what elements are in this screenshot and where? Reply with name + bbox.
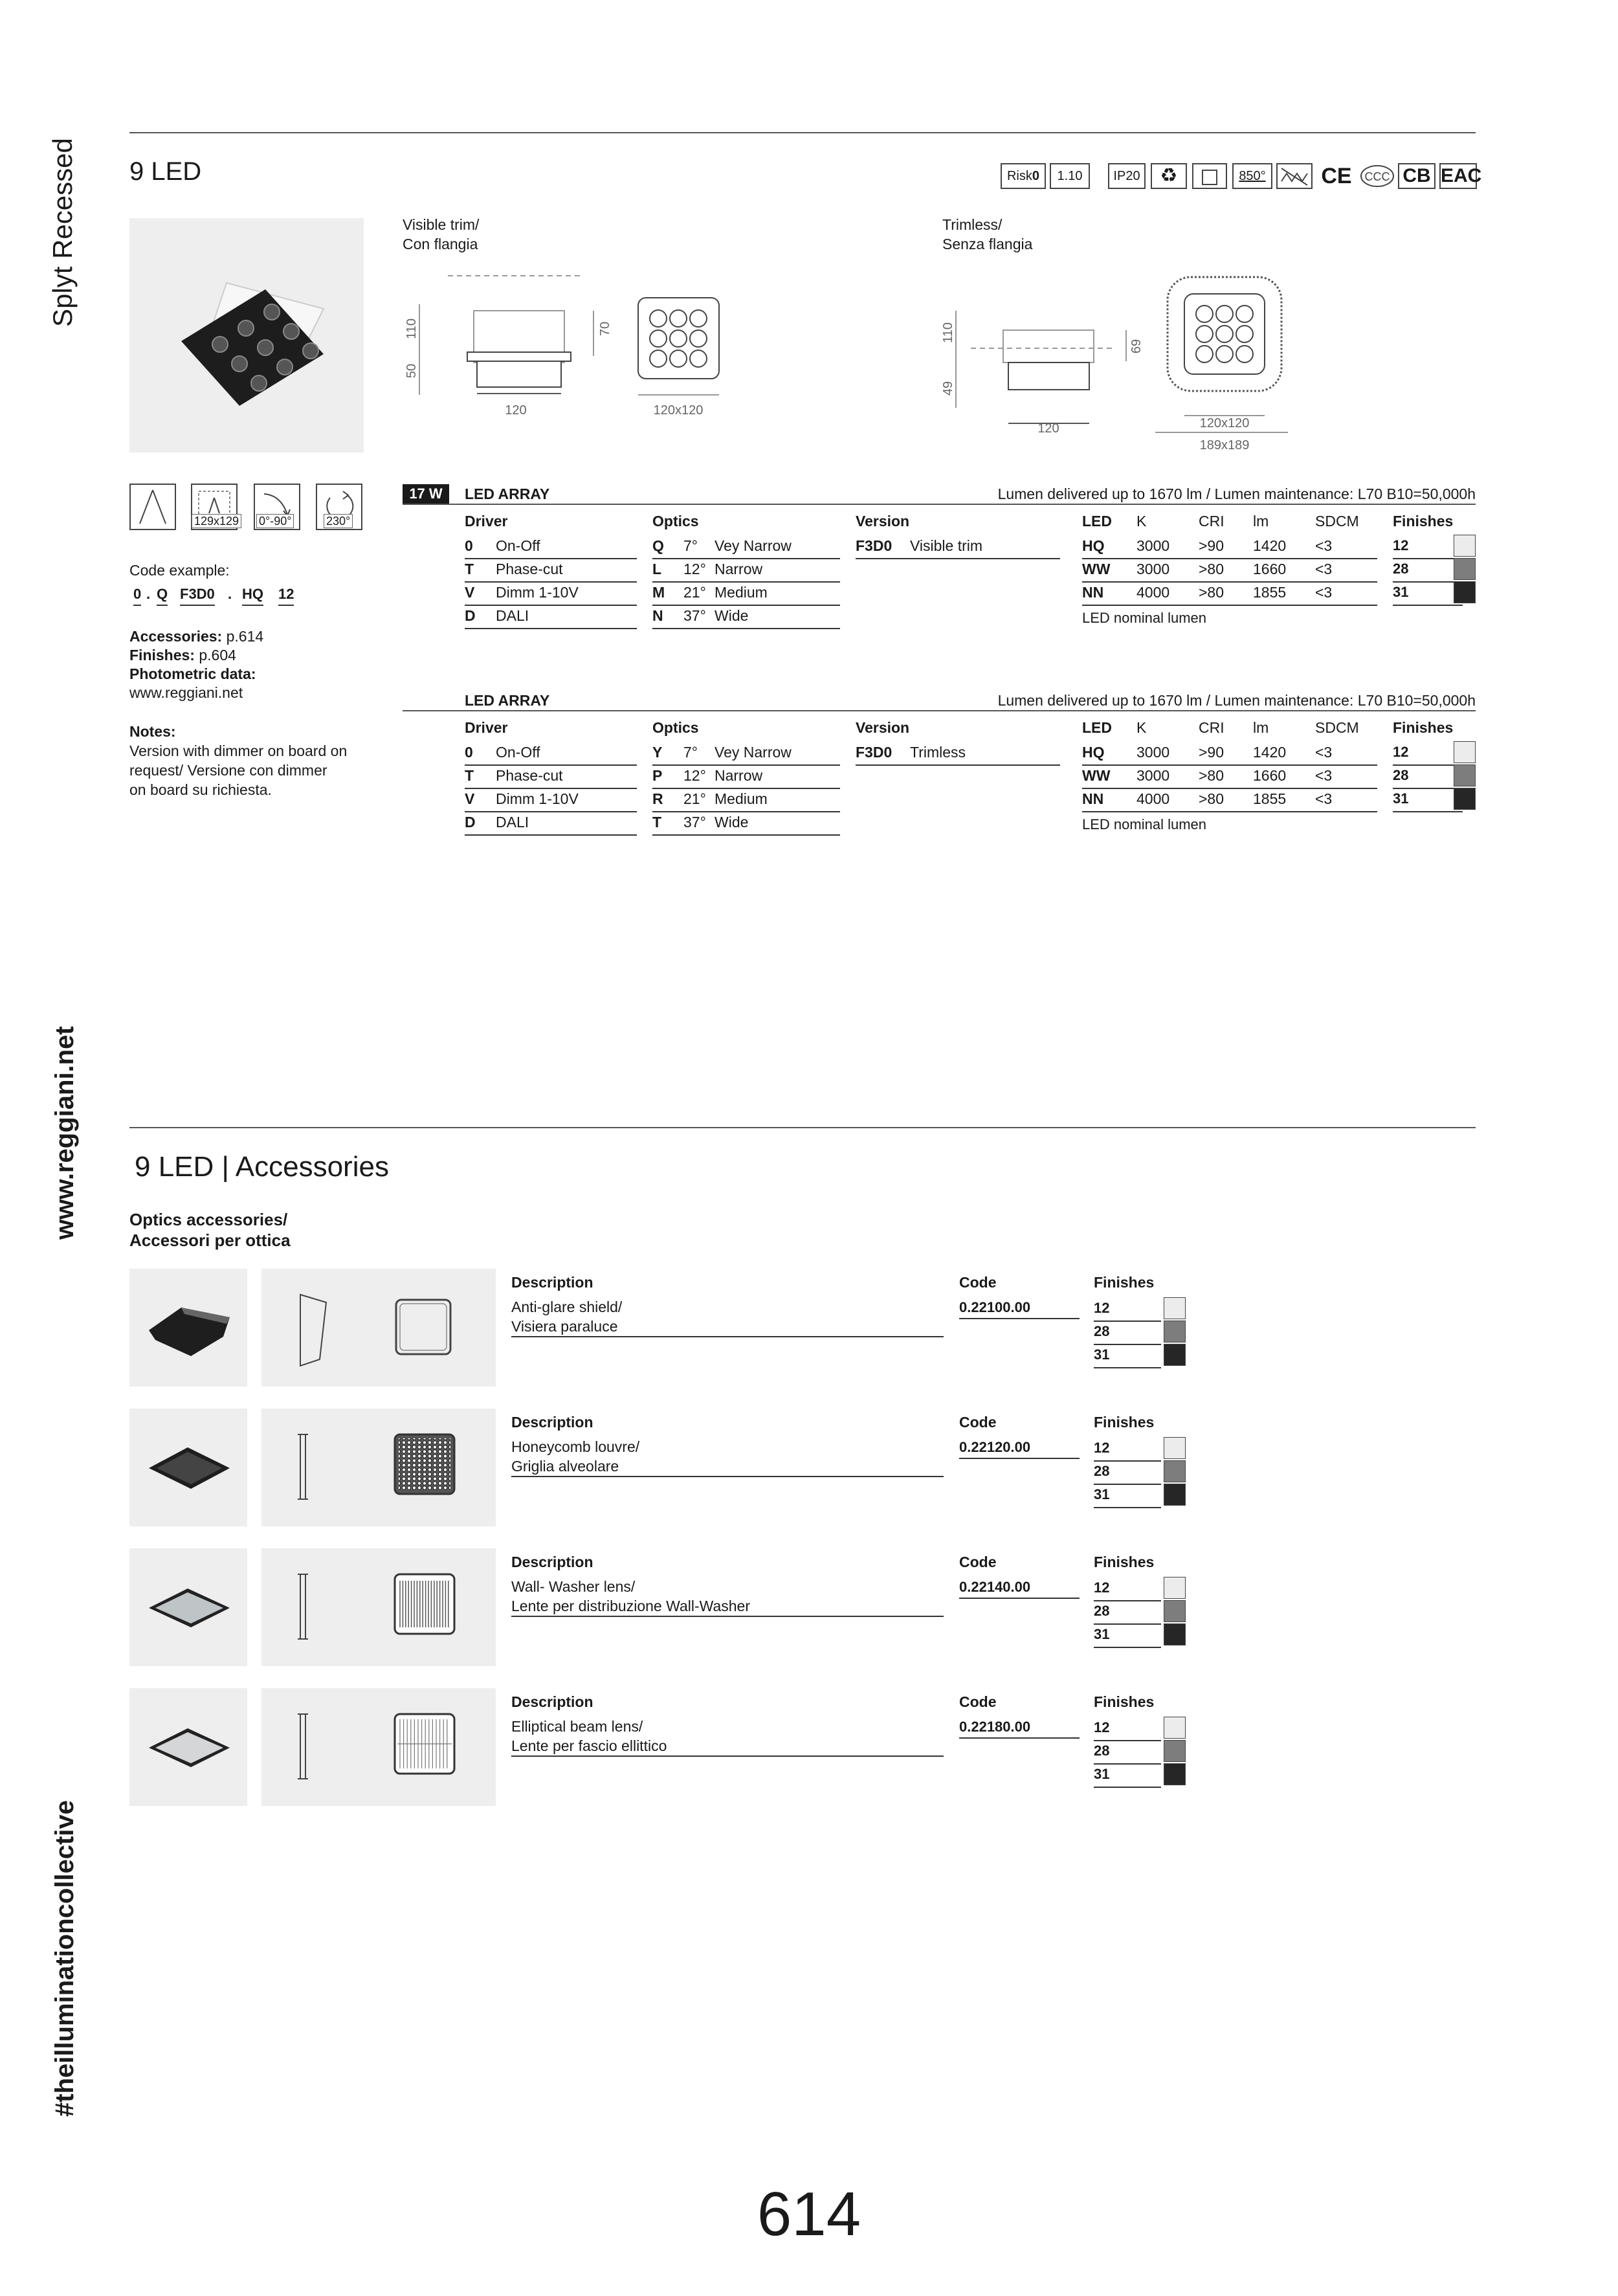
- class-ii-icon: [1192, 163, 1227, 189]
- finishes-header: Finishes: [1094, 1693, 1155, 1710]
- finish-code: 28: [1094, 1463, 1110, 1479]
- notes-label: Notes:: [129, 723, 176, 740]
- code-part-driver: 0: [133, 584, 141, 606]
- finishes-header: Finishes: [1094, 1274, 1155, 1291]
- description-header: Description: [511, 1693, 593, 1710]
- ce-icon: CE: [1321, 164, 1352, 188]
- optics-name: Narrow: [715, 767, 763, 784]
- svg-text:CCC: CCC: [1364, 170, 1390, 183]
- led-note: LED nominal lumen: [1082, 610, 1206, 626]
- trimless-label: [942, 215, 1032, 254]
- color-temp: 3000: [1136, 767, 1170, 784]
- accessory-photo: [129, 1548, 247, 1666]
- finish-code: 31: [1393, 584, 1409, 600]
- finish-code: 31: [1393, 790, 1409, 807]
- finish-row[interactable]: [1393, 535, 1463, 559]
- optics-name: Medium: [715, 584, 768, 601]
- finish-swatch[interactable]: [1164, 1460, 1186, 1482]
- optics-name: Vey Narrow: [715, 744, 792, 761]
- driver-code: T: [465, 561, 474, 577]
- finish-swatch[interactable]: [1454, 788, 1476, 810]
- accessory-description: [511, 1577, 944, 1617]
- cri-value: >80: [1199, 790, 1225, 807]
- cutout-label: 129x129: [192, 514, 241, 528]
- visible-trim-label-it: Con flangia: [403, 236, 478, 252]
- description-header: Description: [511, 1274, 593, 1291]
- finish-code: 28: [1094, 1603, 1110, 1619]
- optics-angle: 37°: [683, 814, 706, 830]
- led-code: NN: [1082, 584, 1104, 601]
- website-link[interactable]: www.reggiani.net: [129, 684, 243, 701]
- accessory-drawing: [261, 1548, 496, 1666]
- lumen-value: 1660: [1253, 767, 1287, 784]
- cc-icon: [1359, 163, 1395, 189]
- risk-value: 0: [1032, 169, 1039, 183]
- finish-row[interactable]: [1094, 1321, 1161, 1345]
- version-row: [856, 741, 1060, 766]
- finish-row[interactable]: [1393, 788, 1463, 812]
- notes-text: [129, 741, 347, 799]
- optics-row: [652, 605, 840, 629]
- sdcm-value: <3: [1315, 584, 1333, 601]
- lumen-info: Lumen delivered up to 1670 lm / Lumen maintenance: L70 B10=50,000h: [997, 692, 1476, 709]
- header-k: K: [1136, 719, 1147, 736]
- version-code: F3D0: [856, 744, 892, 761]
- driver-name: Phase-cut: [496, 767, 563, 784]
- finishes-ref-value: p.604: [199, 647, 236, 663]
- trimless-label-en: Trimless/: [942, 216, 1003, 233]
- version-row: [856, 535, 1060, 559]
- optics-angle: 21°: [683, 584, 706, 601]
- finish-code: 28: [1094, 1323, 1110, 1339]
- finish-code: 12: [1094, 1579, 1110, 1596]
- finish-swatch[interactable]: [1164, 1763, 1186, 1785]
- table-rule: [403, 710, 1476, 711]
- sdcm-value: <3: [1315, 767, 1333, 784]
- header-led: LED: [1082, 513, 1112, 529]
- dim-tl-h1: 110: [941, 322, 955, 343]
- header-cri: CRI: [1199, 719, 1225, 736]
- finish-code: 12: [1094, 1440, 1110, 1456]
- finish-row[interactable]: [1094, 1484, 1161, 1508]
- cri-value: >90: [1199, 744, 1225, 761]
- trimless-label-it: Senza flangia: [942, 236, 1033, 252]
- temperature-label: 850°: [1239, 169, 1266, 183]
- optics-row: [652, 741, 840, 766]
- driver-name: On-Off: [496, 744, 540, 761]
- accessories-ref-value: p.614: [226, 628, 264, 645]
- accessory-description: [511, 1297, 944, 1337]
- dim-tl-face2: 189x189: [1199, 438, 1250, 452]
- finish-row[interactable]: [1094, 1460, 1161, 1485]
- optics-name: Narrow: [715, 561, 763, 577]
- driver-code: 0: [465, 537, 473, 554]
- code-example-label: Code example:: [129, 562, 230, 579]
- optics-row: [652, 788, 840, 812]
- led-row: [1082, 535, 1377, 559]
- accessories-title-separator: |: [221, 1151, 229, 1183]
- finish-swatch[interactable]: [1164, 1484, 1186, 1506]
- beam-icon: [129, 484, 176, 530]
- optics-row: [652, 764, 840, 789]
- finish-swatch[interactable]: [1454, 535, 1476, 557]
- driver-code: D: [465, 814, 476, 830]
- finish-swatch[interactable]: [1164, 1577, 1186, 1599]
- finish-swatch[interactable]: [1164, 1740, 1186, 1762]
- header-finishes: Finishes: [1393, 513, 1454, 529]
- finish-swatch[interactable]: [1164, 1321, 1186, 1343]
- description-it: Visiera paraluce: [511, 1318, 618, 1335]
- table-rule: [403, 504, 1476, 505]
- description-en: Elliptical beam lens/: [511, 1718, 643, 1735]
- color-temp: 3000: [1136, 561, 1170, 577]
- accessory-code[interactable]: 0.22140.00: [959, 1577, 1080, 1599]
- driver-code: V: [465, 790, 475, 807]
- cert-110: [1050, 163, 1090, 189]
- side-label-series: Splyt Recessed: [47, 138, 78, 327]
- header-driver: Driver: [465, 719, 508, 736]
- description-en: Honeycomb louvre/: [511, 1438, 640, 1455]
- table-title: LED ARRAY: [465, 692, 550, 709]
- finish-swatch[interactable]: [1164, 1344, 1186, 1366]
- dim-vt-h1: 110: [404, 318, 419, 339]
- finishes-header: Finishes: [1094, 1414, 1155, 1431]
- code-part-version: F3D0: [180, 584, 215, 606]
- risk-label: Risk: [1006, 169, 1032, 183]
- page-number: 614: [757, 2179, 861, 2249]
- led-row: [1082, 764, 1377, 789]
- finish-row[interactable]: [1393, 558, 1463, 583]
- driver-row: [465, 811, 637, 836]
- driver-row: [465, 581, 637, 606]
- finish-swatch[interactable]: [1164, 1437, 1186, 1459]
- accessory-description: [511, 1717, 944, 1757]
- accessory-drawing: [261, 1688, 496, 1806]
- optics-code: N: [652, 607, 663, 624]
- ip-label: IP20: [1113, 169, 1140, 183]
- finish-swatch[interactable]: [1164, 1297, 1186, 1319]
- header-sdcm: SDCM: [1315, 719, 1359, 736]
- optics-row: [652, 581, 840, 606]
- temperature-badge: [1232, 163, 1272, 189]
- finish-code: 28: [1094, 1743, 1110, 1759]
- header-cri: CRI: [1199, 513, 1225, 529]
- finish-code: 31: [1094, 1346, 1110, 1363]
- optics-code: Y: [652, 744, 663, 761]
- accessory-photo: [129, 1409, 247, 1526]
- side-label-hashtag: #theilluminationcollective: [50, 1800, 79, 2117]
- led-row: [1082, 558, 1377, 583]
- code-header: Code: [959, 1693, 997, 1710]
- accessories-ref: [129, 627, 263, 646]
- accessories-subtitle-en: Optics accessories/: [129, 1210, 288, 1229]
- version-name: Trimless: [910, 744, 966, 761]
- optics-angle: 21°: [683, 790, 706, 807]
- dim-vt-h3: 70: [598, 321, 612, 337]
- finish-row[interactable]: [1094, 1344, 1161, 1368]
- trimless-drawing: [932, 265, 1294, 460]
- accessories-rule: [129, 1127, 1476, 1128]
- header-driver: Driver: [465, 513, 508, 529]
- optics-code: L: [652, 561, 662, 577]
- optics-row: [652, 811, 840, 836]
- dim-tl-w: 120: [1037, 421, 1059, 436]
- dim-vt-h2: 50: [404, 363, 419, 379]
- color-temp: 4000: [1136, 584, 1170, 601]
- driver-name: Dimm 1-10V: [496, 584, 579, 601]
- dim-vt-w: 120: [505, 403, 527, 418]
- code-header: Code: [959, 1274, 997, 1291]
- finish-row[interactable]: [1094, 1297, 1161, 1322]
- optics-row: [652, 558, 840, 583]
- dim-vt-face: 120x120: [653, 403, 704, 418]
- led-code: HQ: [1082, 744, 1105, 761]
- header-version: Version: [856, 513, 910, 529]
- driver-name: DALI: [496, 607, 529, 624]
- finish-code: 28: [1393, 767, 1409, 783]
- accessory-drawing: [261, 1269, 496, 1387]
- led-code: WW: [1082, 767, 1111, 784]
- lumen-value: 1855: [1253, 790, 1287, 807]
- wattage-badge: 17 W: [403, 484, 449, 504]
- dim-tl-h2: 49: [941, 381, 955, 396]
- finish-code: 31: [1094, 1766, 1110, 1782]
- finish-row[interactable]: [1393, 741, 1463, 766]
- notes-line-3: on board su richiesta.: [129, 781, 272, 798]
- driver-row: [465, 741, 637, 766]
- optics-name: Vey Narrow: [715, 537, 792, 554]
- finish-code: 28: [1393, 561, 1409, 577]
- dim-tl-face1: 120x120: [1199, 416, 1250, 430]
- cri-value: >90: [1199, 537, 1225, 554]
- accessory-description: [511, 1437, 944, 1477]
- description-it: Lente per fascio ellittico: [511, 1737, 667, 1754]
- lumen-value: 1855: [1253, 584, 1287, 601]
- cri-value: >80: [1199, 561, 1225, 577]
- description-en: Wall- Washer lens/: [511, 1578, 636, 1595]
- color-temp: 3000: [1136, 537, 1170, 554]
- finish-row[interactable]: [1094, 1600, 1161, 1625]
- code-dot-2: .: [228, 586, 232, 602]
- led-row: [1082, 741, 1377, 766]
- driver-code: T: [465, 767, 474, 784]
- led-row: [1082, 581, 1377, 606]
- description-header: Description: [511, 1414, 593, 1431]
- driver-code: D: [465, 607, 476, 624]
- color-temp: 4000: [1136, 790, 1170, 807]
- finishes-header: Finishes: [1094, 1554, 1155, 1570]
- accessories-title-text: Accessories: [235, 1151, 389, 1183]
- driver-row: [465, 764, 637, 789]
- accessories-title: [135, 1150, 389, 1185]
- code-example: [129, 584, 311, 606]
- rotation-label: 230°: [324, 514, 353, 528]
- code-header: Code: [959, 1414, 997, 1431]
- finish-row[interactable]: [1094, 1437, 1161, 1462]
- lumen-value: 1420: [1253, 537, 1287, 554]
- accessory-photo: [129, 1688, 247, 1806]
- code-part-optics: Q: [157, 584, 168, 606]
- header-lm: lm: [1253, 719, 1269, 736]
- risk-badge: [1001, 163, 1046, 189]
- finish-code: 12: [1393, 537, 1409, 553]
- ip-rating: [1108, 163, 1146, 189]
- optics-code: P: [652, 767, 663, 784]
- accessories-subtitle-it: Accessori per ottica: [129, 1231, 291, 1250]
- finish-row[interactable]: [1393, 581, 1463, 606]
- optics-row: [652, 535, 840, 559]
- header-version: Version: [856, 719, 910, 736]
- side-label-website: www.reggiani.net: [50, 1026, 79, 1240]
- finish-row[interactable]: [1094, 1717, 1161, 1741]
- sdcm-value: <3: [1315, 744, 1333, 761]
- code-header: Code: [959, 1554, 997, 1570]
- finish-row[interactable]: [1094, 1763, 1161, 1788]
- accessories-title-product: 9 LED: [135, 1151, 214, 1183]
- notes-line-2: request/ Versione con dimmer: [129, 762, 327, 779]
- eac-badge: [1439, 163, 1482, 189]
- visible-trim-drawing: [396, 265, 733, 424]
- optics-angle: 7°: [683, 744, 698, 761]
- accessories-ref-label: Accessories:: [129, 628, 223, 645]
- optics-angle: 12°: [683, 767, 706, 784]
- finish-code: 31: [1094, 1626, 1110, 1642]
- visible-trim-label: [403, 215, 479, 254]
- optics-code: T: [652, 814, 662, 830]
- driver-name: Phase-cut: [496, 561, 563, 577]
- optics-name: Medium: [715, 790, 768, 807]
- accessory-drawing: [261, 1409, 496, 1526]
- optics-angle: 12°: [683, 561, 706, 577]
- header-k: K: [1136, 513, 1147, 529]
- optics-angle: 37°: [683, 607, 706, 624]
- product-image: [129, 218, 364, 452]
- led-code: WW: [1082, 561, 1111, 577]
- accessories-subtitle: [129, 1209, 291, 1251]
- sdcm-value: <3: [1315, 790, 1333, 807]
- description-it: Lente per distribuzione Wall-Washer: [511, 1598, 751, 1614]
- finish-row[interactable]: [1393, 764, 1463, 789]
- header-optics: Optics: [652, 719, 699, 736]
- led-code: HQ: [1082, 537, 1105, 554]
- top-rule: [129, 132, 1476, 133]
- finish-code: 12: [1094, 1300, 1110, 1316]
- product-title: 9 LED: [129, 157, 202, 186]
- finish-swatch[interactable]: [1454, 558, 1476, 580]
- version-name: Visible trim: [910, 537, 983, 554]
- accessory-code[interactable]: 0.22180.00: [959, 1717, 1080, 1739]
- accessory-code[interactable]: 0.22120.00: [959, 1437, 1080, 1459]
- version-code: F3D0: [856, 537, 892, 554]
- led-row: [1082, 788, 1377, 812]
- no-insulation-icon: [1276, 163, 1313, 189]
- table-title: LED ARRAY: [465, 485, 550, 502]
- finish-swatch[interactable]: [1454, 764, 1476, 786]
- led-note: LED nominal lumen: [1082, 816, 1206, 832]
- finish-swatch[interactable]: [1454, 741, 1476, 763]
- cert-110-label: 1.10: [1057, 169, 1083, 183]
- finish-row[interactable]: [1094, 1623, 1161, 1648]
- driver-name: Dimm 1-10V: [496, 790, 579, 807]
- sdcm-value: <3: [1315, 537, 1333, 554]
- sdcm-value: <3: [1315, 561, 1333, 577]
- driver-row: [465, 788, 637, 812]
- driver-row: [465, 605, 637, 629]
- eac-label: EAC: [1441, 165, 1482, 186]
- finish-swatch[interactable]: [1454, 581, 1476, 603]
- driver-name: On-Off: [496, 537, 540, 554]
- optics-angle: 7°: [683, 537, 698, 554]
- finishes-ref-label: Finishes:: [129, 647, 195, 663]
- description-header: Description: [511, 1554, 593, 1570]
- code-part-finish: 12: [278, 584, 294, 606]
- finish-row[interactable]: [1094, 1577, 1161, 1601]
- optics-code: M: [652, 584, 665, 601]
- color-temp: 3000: [1136, 744, 1170, 761]
- lumen-value: 1420: [1253, 744, 1287, 761]
- cri-value: >80: [1199, 767, 1225, 784]
- optics-code: Q: [652, 537, 664, 554]
- header-finishes: Finishes: [1393, 719, 1454, 736]
- photometric-label: Photometric data:: [129, 665, 256, 682]
- lumen-info: Lumen delivered up to 1670 lm / Lumen maintenance: L70 B10=50,000h: [997, 485, 1476, 502]
- driver-code: V: [465, 584, 475, 601]
- tilt-label: 0°-90°: [256, 514, 294, 528]
- recycle-icon: ♻: [1151, 163, 1187, 189]
- finishes-ref: [129, 645, 236, 665]
- header-led: LED: [1082, 719, 1112, 736]
- driver-row: [465, 558, 637, 583]
- optics-code: R: [652, 790, 663, 807]
- cri-value: >80: [1199, 584, 1225, 601]
- visible-trim-label-en: Visible trim/: [403, 216, 480, 233]
- finish-swatch[interactable]: [1164, 1623, 1186, 1645]
- lumen-value: 1660: [1253, 561, 1287, 577]
- finish-swatch[interactable]: [1164, 1717, 1186, 1739]
- cb-badge: [1398, 163, 1435, 189]
- optics-name: Wide: [715, 607, 749, 624]
- finish-row[interactable]: [1094, 1740, 1161, 1765]
- driver-code: 0: [465, 744, 473, 761]
- description-it: Griglia alveolare: [511, 1458, 619, 1475]
- accessory-photo: [129, 1269, 247, 1387]
- optics-name: Wide: [715, 814, 749, 830]
- finish-swatch[interactable]: [1164, 1600, 1186, 1622]
- finish-code: 31: [1094, 1486, 1110, 1502]
- code-dot-1: .: [146, 586, 151, 602]
- dim-tl-h3: 69: [1129, 339, 1144, 354]
- accessory-code[interactable]: 0.22100.00: [959, 1297, 1080, 1319]
- finish-code: 12: [1393, 744, 1409, 760]
- code-part-led: HQ: [242, 584, 263, 606]
- header-optics: Optics: [652, 513, 699, 529]
- driver-name: DALI: [496, 814, 529, 830]
- led-code: NN: [1082, 790, 1104, 807]
- notes-line-1: Version with dimmer on board on: [129, 742, 348, 759]
- finish-code: 12: [1094, 1719, 1110, 1735]
- header-sdcm: SDCM: [1315, 513, 1359, 529]
- description-en: Anti-glare shield/: [511, 1298, 623, 1315]
- driver-row: [465, 535, 637, 559]
- cb-label: CB: [1402, 165, 1431, 186]
- header-lm: lm: [1253, 513, 1269, 529]
